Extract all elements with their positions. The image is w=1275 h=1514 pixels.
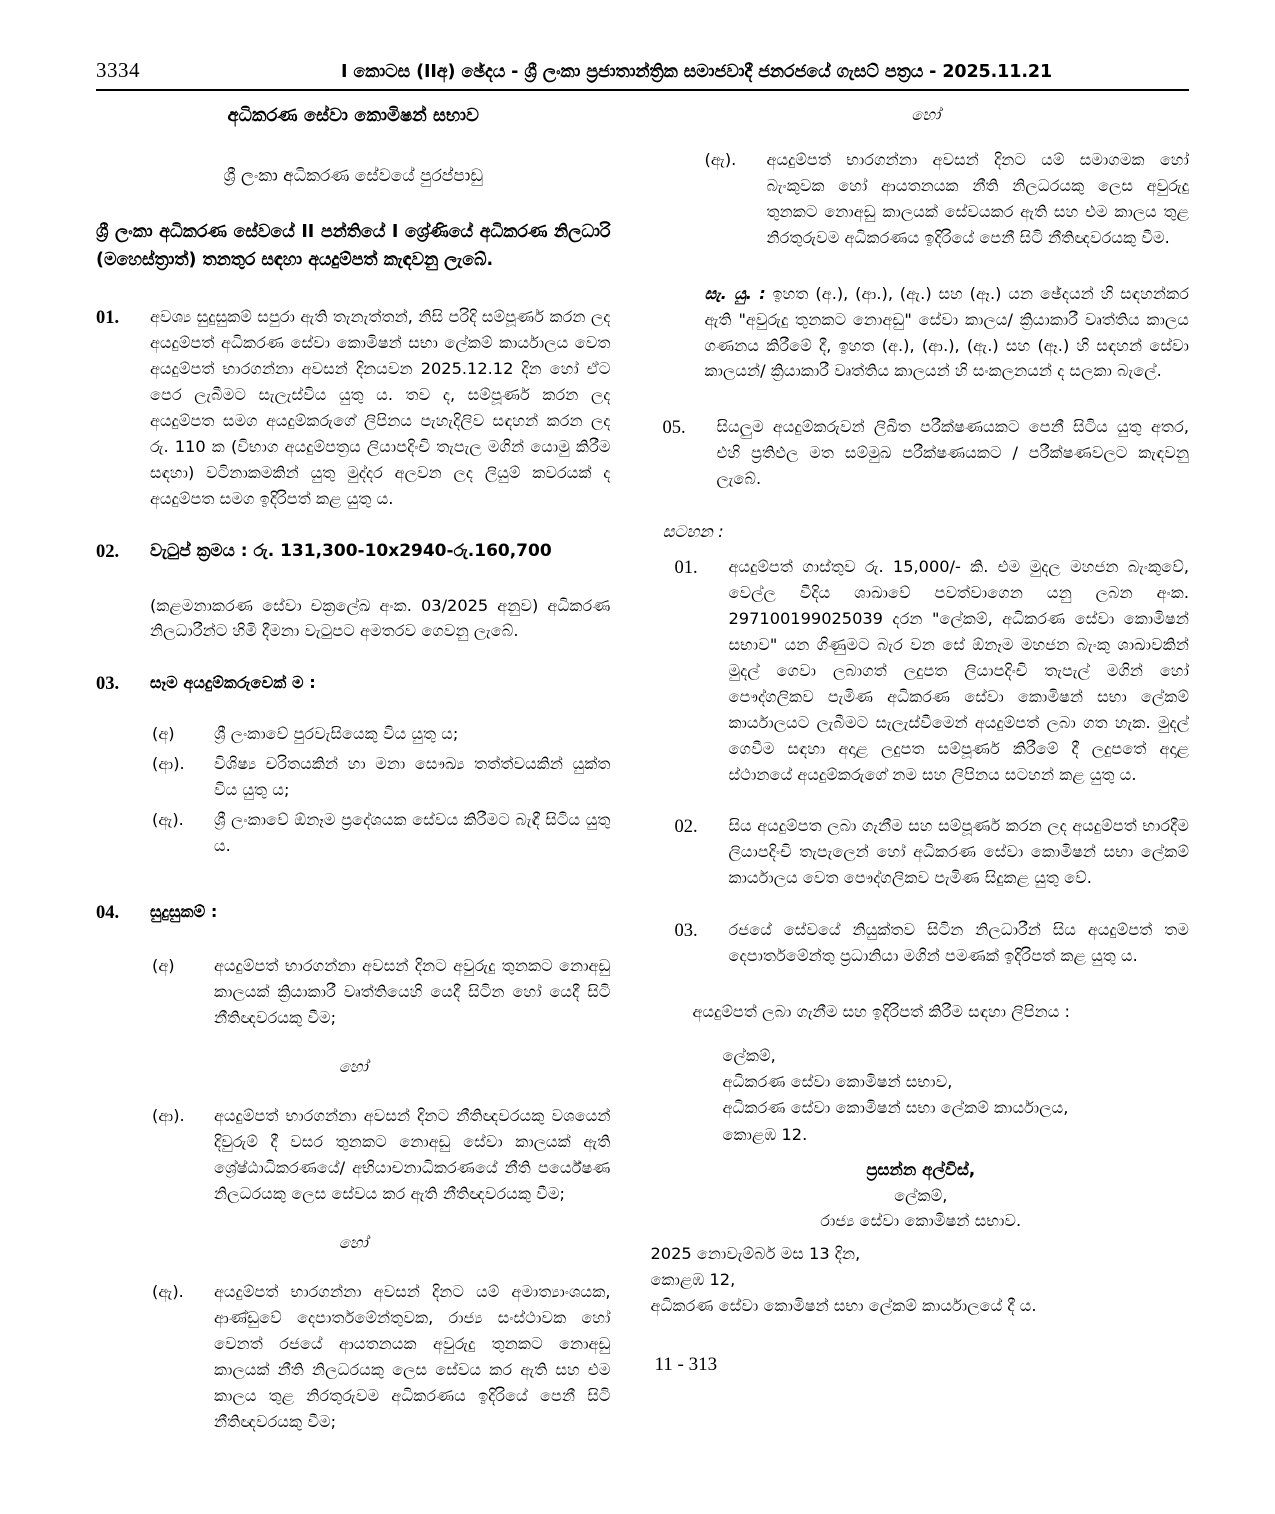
nb-note-label: සැ. යු. :	[704, 283, 766, 303]
note-03-text: රජයේ සේවයේ නියුක්තව සිටින නිලධාරීන් සිය අයදුම්පත් තම දෙපාර්තමේන්තු ප්‍රධානියා මගින් පමණක් ඉදිරිපත් කළ යුතු ය.	[728, 920, 1189, 966]
note-02-number: 02.	[674, 817, 698, 838]
office-line: අධිකරණ සේවා කොමිෂන් සභා ලේකම් කාර්යාලයේ දී ය.	[650, 1296, 1037, 1316]
clause-04-item-ae-text: අයදුම්පත් භාරගන්නා අවසන් දිනට යම් අමාත්‍යාංශයක, ආණ්ඩුවේ දෙපාර්තමේන්තුවක, රාජ්‍ය සංස්ථාවක හෝ වෙනත් රජයේ ආයතනයක අවුරුදු තුනකට නොඅඩු කාලයක් නීති නිලධරයකු ලෙස සේවය කර ඇති සහ එම කාලය තුළ නිරතුරුවම අධිකරණය ඉදිරියේ පෙනී සිටි නීතිඥවරයකු වීම;	[214, 1281, 611, 1431]
clause-04-number: 04.	[96, 902, 120, 923]
clause-02-note: (කළමනාකරණ සේවා චක්‍රලේඛ අංක. 03/2025 අනුව) අධිකරණ නිලධාරීන්ට හිමි දීමනා වැටුපට අමතරව ගෙවනු ලැබේ.	[150, 595, 611, 641]
post-title: ශ්‍රී ලංකා අධිකරණ සේවයේ II පන්තියේ I ශ්‍රේණියේ අධිකරණ නිලධාරි (මහෙස්ත්‍රාත්) තනතුර සඳහා අයදුම්පත් කැඳවනු ලැබේ.	[96, 222, 611, 271]
clause-04	[96, 899, 611, 928]
signature-block	[663, 1158, 1180, 1233]
nb-note	[663, 281, 1190, 385]
place-line: කොළඹ 12,	[650, 1270, 736, 1290]
clause-02-number: 02.	[96, 541, 120, 562]
clause-05-number: 05.	[662, 418, 686, 439]
header-divider	[96, 89, 1189, 91]
clause-04-item-aa	[96, 1103, 611, 1207]
or-separator-1: හෝ	[338, 1057, 368, 1077]
clause-04-item-a	[96, 953, 611, 1031]
signatory-organisation: රාජ්‍ය සේවා කොමිෂන් සභාව.	[820, 1210, 1022, 1230]
clause-05	[663, 414, 1190, 492]
clause-03-item-aa	[96, 751, 611, 803]
note-02-text: සිය අයදුම්පත ලබා ගැනීම සහ සම්පූර්ණ කරන ලද අයදුම්පත් භාරදීම ලියාපදිංචි තැපැලෙන් හෝ අධිකරණ සේවා කොමිෂන් සභා ලේකම් කාර්යාලය වෙත පෞද්ගලිකව පැමිණ සිදුකළ යුතු වේ.	[728, 816, 1189, 888]
date-line: 2025 නොවැම්බර් මස 13 දින,	[650, 1244, 861, 1264]
two-column-body	[96, 105, 1189, 1438]
note-item-01	[663, 554, 1190, 787]
address-lead: අයදුම්පත් ලබා ගැනීම සහ ඉදිරිපත් කිරීම සඳහා ලිපිනය :	[692, 1002, 1070, 1022]
address-line-2: අධිකරණ සේවා කොමිෂන් සභාව,	[722, 1072, 953, 1092]
department-title: අධිකරණ සේවා කොමිෂන් සභාව	[227, 105, 479, 126]
clause-03-number: 03.	[96, 674, 120, 695]
clause-01-number: 01.	[96, 308, 120, 329]
clause-03-item-ae	[96, 807, 611, 859]
clause-03-item-aa-text: විශිෂ්‍ය චරිතයකින් හා මනා සෞඛ්‍ය තත්ත්වයකින් යුක්ත විය යුතු ය;	[214, 754, 611, 799]
address-line-4: කොළඹ 12.	[722, 1124, 808, 1144]
clause-03-label: සෑම අයදුම්කරුවෙක් ම :	[150, 673, 316, 693]
nb-note-text: ඉහත (අ.), (ආ.), (ඇ.) සහ (ඈ.) යන ඡේදයන් හි සඳහන්කර ඇති "අවුරුදු තුනකට නොඅඩු" සේවා කාලය/ ක්‍රියාකාරී වෘත්තිය කාලය ගණනය කිරීමේ දී, ඉහත (අ.), (ආ.), (ඇ.) සහ (ඈ.) හි සඳහන් සේවා කාලයන්/ ක්‍රියාකාරී වෘත්තිය කාලයන් හි සංකලනයන් ද සලකා බැලේ.	[704, 283, 1189, 381]
clause-01	[96, 304, 611, 511]
clause-03-item-a-mark: (අ)	[152, 724, 175, 744]
right-column	[643, 105, 1190, 1376]
page-number: 3334	[96, 58, 140, 82]
note-01-text: අයදුම්පත් ගාස්තුව රු. 15,000/- කි. එම මුදල මහජන බැංකුවේ, වෙල්ල වීදිය ශාඛාවේ පවත්වාගෙන යනු ලබන අංක. 297100199025039 දරන "ලේකම්, අධිකරණ සේවා කොමිෂන් සභාව" යන ගිණුමට බැර වන සේ ඕනෑම මහජන බැංකු ශාඛාවකින් මුදල් ගෙවා ලබාගත් ලදුපත ලියාපදිංචි තැපැල් මගින් හෝ පෞද්ගලිකව පැමිණ අධිකරණ සේවා කොමිෂන් සභා ලේකම් කාර්යාලයට ලැබීමට සැලැස්වීමෙන් අයදුම්පත් ලබා ගත හැක. මුදල් ගෙවීම සඳහා අදාළ ලදුපත සම්පූර්ණ කිරීමේ දී ලදුපතේ අදාළ ස්ථානයේ අයදුම්කරුගේ නම සහ ලිපිනය සටහන් කළ යුතු ය.	[728, 557, 1189, 784]
left-column	[96, 105, 643, 1438]
address-line-1: ලේකම්,	[722, 1045, 776, 1065]
clause-04-item-a-text: අයදුම්පත් භාරගන්නා අවසන් දිනට අවුරුදු තුනකට නොඅඩු කාලයක් ක්‍රියාකාරී වෘත්තියෙහි යෙදී සිටින හෝ යෙදී සිටි නීතිඥවරයකු වීම;	[214, 956, 611, 1028]
clause-04-item-ae2-text: අයදුම්පත් භාරගන්නා අවසන් දිනට යම් සමාගමක හෝ බැංකුවක හෝ ආයතනයක නීති නිලධරයකු ලෙස අවුරුදු තුනකට නොඅඩු කාලයක් සේවයකර ඇති සහ එම කාලය තුළ නිරතුරුවම අධිකරණය ඉදිරියේ පෙනී සිටි නීතිඥවරයකු වීම.	[766, 150, 1189, 247]
reference-code: 11 - 313	[654, 1353, 718, 1375]
vacancy-subtitle: ශ්‍රී ලංකා අධිකරණ සේවයේ පුරප්පාඩු	[223, 166, 483, 186]
signatory-role: ලේකම්,	[894, 1185, 948, 1205]
note-03-number: 03.	[674, 921, 698, 942]
or-separator-3: හෝ	[911, 105, 941, 124]
or-separator-2: හෝ	[338, 1232, 368, 1252]
clause-04-item-ae2-mark: (ඇ).	[704, 150, 737, 169]
clause-04-item-ae	[96, 1279, 611, 1435]
signatory-name: ප්‍රසන්න අල්විස්,	[866, 1159, 976, 1179]
clause-04-item-aa-text: අයදුම්පත් භාරගන්නා අවසන් දිනට නීතිඥවරයකු වශයෙන් දිවුරුම් දී වසර තුනකට නොඅඩු සේවා කාලයක් ඇති ශ්‍රේෂ්ඨාධිකරණයේ/ අභියාචනාධිකරණයේ නීති පර්යේෂණ නිලධරයකු ලෙස සේවය කර ඇති නීතිඥවරයකු වීම;	[214, 1106, 611, 1203]
clause-05-text: සියලුම අයදුම්කරුවන් ලිඛිත පරීක්ෂණයකට පෙනී සිටිය යුතු අතර, එහි ප්‍රතිඵල මත සම්මුඛ පරීක්ෂණයකට / පරීක්ෂණවලට කැඳවනු ලැබේ.	[716, 417, 1189, 489]
clause-02-note-spacer	[96, 593, 150, 645]
notes-label: සටහන :	[662, 522, 724, 542]
clause-03-item-a-text: ශ්‍රී ලංකාවේ පුරවැසියෙකු විය යුතු ය;	[214, 724, 459, 744]
clause-02-note-row	[96, 593, 611, 645]
note-01-number: 01.	[674, 558, 698, 579]
page-header	[96, 58, 1189, 87]
note-item-03	[663, 917, 1190, 969]
gazette-header-title: I කොටස (IIඅ) ඡේදය - ශ්‍රී ලංකා ප්‍රජාතාන්ත්‍රික සමාජවාදී ජනරජයේ ගැසට් පත්‍රය - 2025.11.21	[340, 62, 1053, 82]
clause-04-item-ae2	[663, 147, 1190, 251]
clause-02	[96, 538, 611, 567]
nb-note-body	[705, 281, 1190, 385]
clause-03-item-aa-mark: (ආ).	[152, 754, 185, 774]
address-block	[723, 1043, 1190, 1148]
clause-04-item-aa-mark: (ආ).	[152, 1106, 185, 1126]
clause-04-item-a-mark: (අ)	[152, 956, 175, 976]
address-line-3: අධිකරණ සේවා කොමිෂන් සභා ලේකම් කාර්යාලය,	[722, 1098, 1069, 1118]
clause-04-item-ae-mark: (ඇ).	[152, 1281, 184, 1301]
clause-04-label: සුදුසුකම් :	[150, 901, 218, 921]
note-item-02	[663, 813, 1190, 891]
clause-03	[96, 670, 611, 699]
clause-03-item-a	[96, 721, 611, 747]
clause-03-item-ae-mark: (ඇ).	[152, 809, 184, 829]
clause-01-text: අවශ්‍ය සුදුසුකම් සපුරා ඇති තැනැත්තන්, නිසි පරිදි සම්පූර්ණ කරන ලද අයදුම්පත් අධිකරණ සේවා කොමිෂන් සභා ලේකම් කාර්යාලය වෙත අයදුම්පත් භාරගන්නා අවසන් දිනයවන 2025.12.12 දින හෝ ඒට පෙර ලැබීමට සැලැස්විය යුතු ය. තව ද, සම්පූර්ණ කරන ලද අයදුම්පත සමග අයදුම්කරුගේ ලිපිනය පැහැදිලිව සඳහන් කරන ලද රු. 110 ක (විභාග අයදුම්පත්‍රය ලියාපදිංචි තැපැල මගින් යොමු කිරීම සඳහා) වටිනාකමකින් යුතු මුද්දර අලවන ලද ලියුම් කවරයක් ද අයදුම්පත සමග ඉදිරිපත් කළ යුතු ය.	[150, 307, 611, 508]
date-place-block	[651, 1241, 1190, 1320]
clause-03-item-ae-text: ශ්‍රී ලංකාවේ ඕනෑම ප්‍රදේශයක සේවය කිරීමට බැඳී සිටිය යුතු ය.	[214, 809, 611, 855]
salary-scale-label: වැටුප් ක්‍රමය : රු. 131,300-10x2940-රු.160,700	[150, 540, 552, 561]
